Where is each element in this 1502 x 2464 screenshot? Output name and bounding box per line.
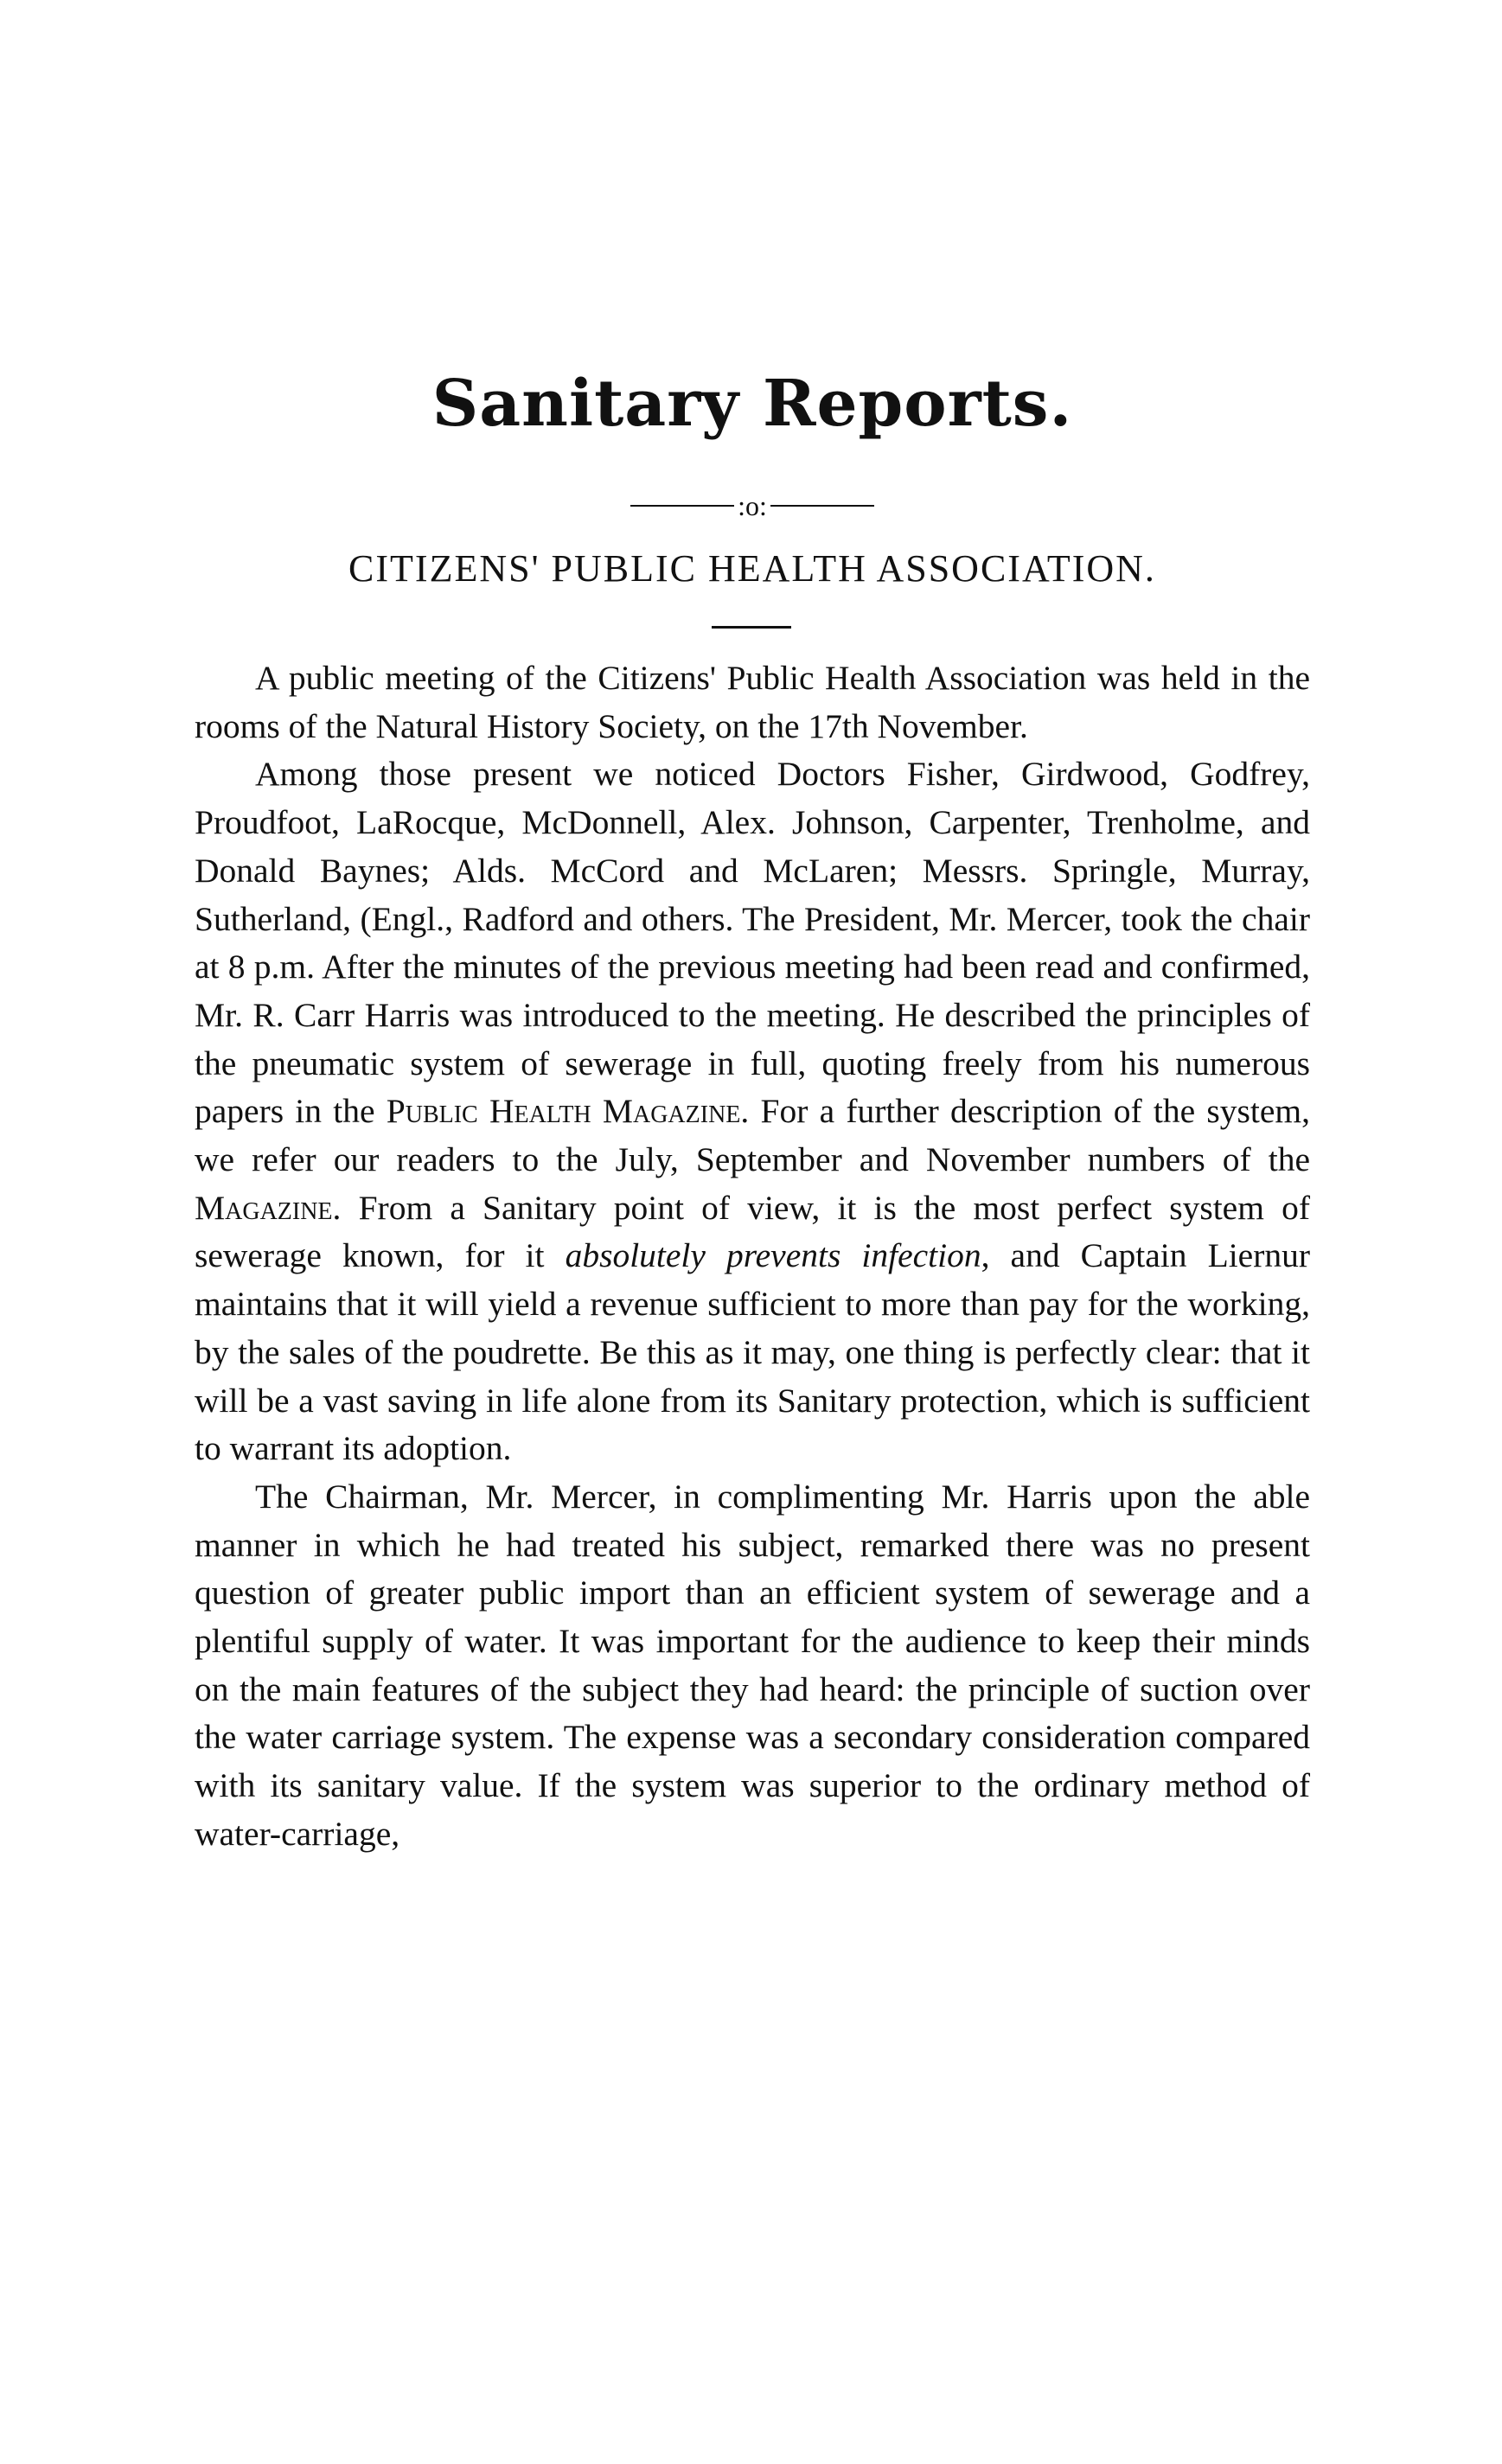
small-caps-text: Public Health Magazine bbox=[386, 1092, 741, 1131]
text-run: The Chairman, Mr. Mercer, in complimenting Mr. Harris upon the able manner in which he had treated his subject, remarked there was no present question of greater public import than an efficient system of sewerage and a plentiful supply of water. It was important for the audience to keep their minds on the main features of the subject they had heard: the principle of suction over the water carriage system. The expense was a secondary consideration compared with its sanitary value. If the system was superior to the ordinary method of water-carriage, bbox=[195, 1477, 1310, 1853]
section-separator bbox=[195, 488, 1310, 520]
article-title: CITIZENS' PUBLIC HEALTH ASSOCIATION. bbox=[348, 547, 1156, 590]
body-paragraph bbox=[195, 654, 1310, 750]
separator-rule-left bbox=[630, 505, 734, 507]
text-run: , and Captain Liernur maintains that it will yield a revenue sufficient to more than pay for the working, by the sales of the poudrette. Be this as it may, one thing is perfectly clear: that it will be a vast saving in life alone from its Sanitary protection, which is sufficient to warrant its adoption. bbox=[195, 1236, 1311, 1468]
text-run: Among those present we noticed Doctors Fisher, Girdwood, Godfrey, Proudfoot, LaRocque, McDonnell, Alex. Johnson, Carpenter, Trenholme, and Donald Baynes; Alds. McCord and McLaren; Messrs. Springle, Murray, Sutherland, (Engl., Radford and others. The President, Mr. Mercer, took the chair at 8 p.m. After the minutes of the previous meeting had been read and confirmed, Mr. R. Carr Harris was introduced to the meeting. He described the principles of the pneumatic system of sewerage in full, quoting freely from his numerous papers in the bbox=[195, 755, 1310, 1131]
title-underline bbox=[712, 626, 791, 629]
separator-rule-right bbox=[770, 505, 874, 507]
page-heading: Sanitary Reports. bbox=[431, 367, 1073, 441]
separator-mark: :o: bbox=[738, 489, 767, 521]
body-paragraph bbox=[195, 750, 1310, 1473]
body-paragraph bbox=[195, 1473, 1310, 1859]
text-run: A public meeting of the Citizens' Public Health Association was held in the rooms of the Natural History Society, on the 17th November. bbox=[195, 659, 1310, 745]
text-run: . From a Sanitary point of view, it is the most perfect system of sewerage known, for it bbox=[195, 1188, 1310, 1275]
italic-emphasis: absolutely prevents infection bbox=[565, 1236, 981, 1275]
text-run: . For a further description of the system, we refer our readers to the July, September and November numbers of the bbox=[195, 1092, 1310, 1179]
article-body bbox=[195, 654, 1310, 1859]
small-caps-text: Magazine bbox=[195, 1188, 333, 1227]
